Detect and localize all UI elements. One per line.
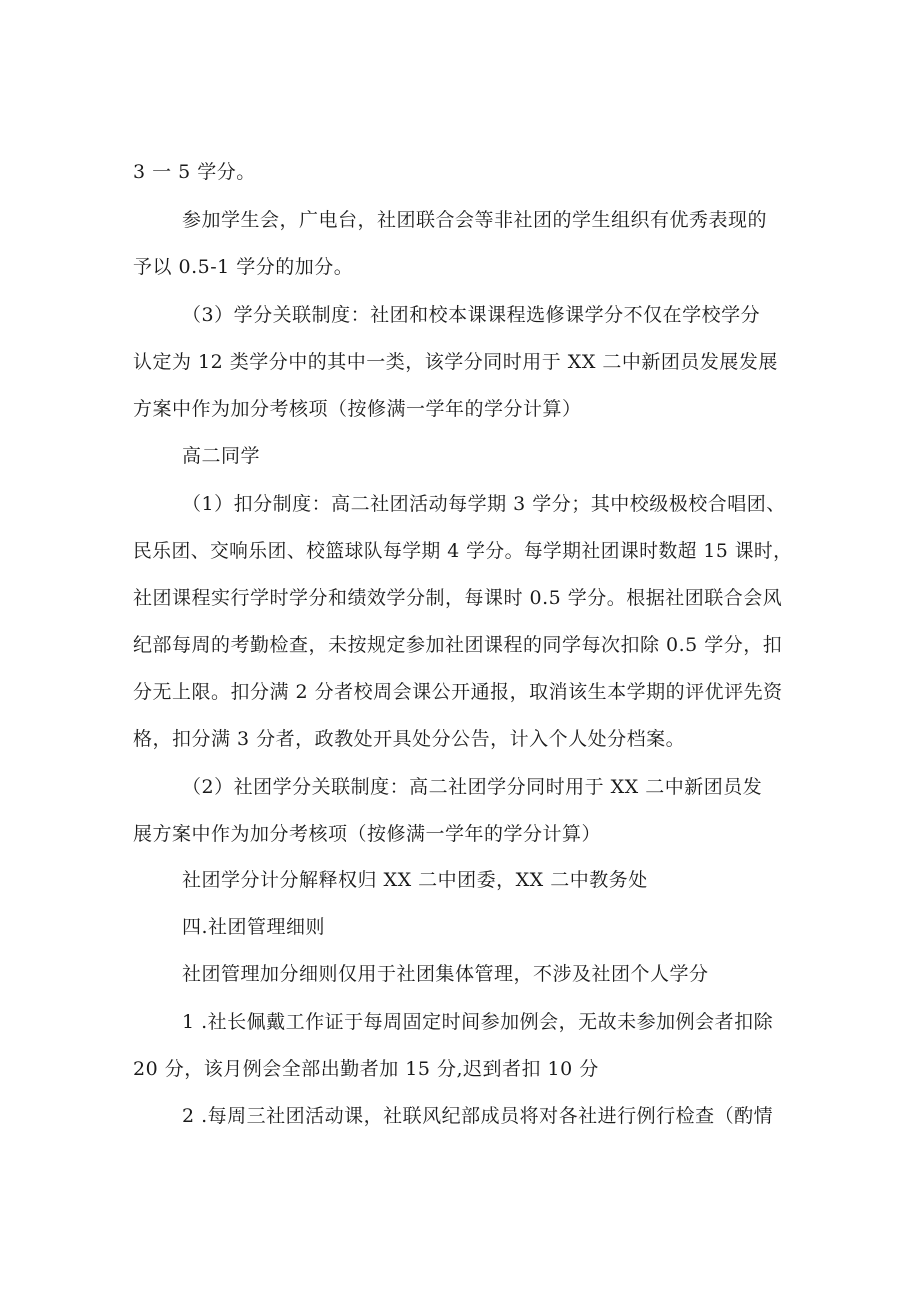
text-line: 展方案中作为加分考核项（按修满一学年的学分计算） xyxy=(133,823,602,845)
text-line: （2）社团学分关联制度：高二社团学分同时用于 XX 二中新团员发 xyxy=(182,776,763,798)
text-line: （3）学分关联制度：社团和校本课课程选修课学分不仅在学校学分 xyxy=(182,304,761,326)
text-line: 民乐团、交响乐团、校篮球队每学期 4 学分。每学期社团课时数超 15 课时， xyxy=(133,540,793,562)
text-line: 社团课程实行学时学分和绩效学分制，每课时 0.5 学分。根据社团联合会风 xyxy=(133,587,783,609)
text-line: 参加学生会，广电台，社团联合会等非社团的学生组织有优秀表现的 xyxy=(182,209,768,231)
text-line: 格，扣分满 3 分者，政教处开具处分公告，计入个人处分档案。 xyxy=(133,728,686,750)
text-line: 社团管理加分细则仅用于社团集体管理，不涉及社团个人学分 xyxy=(182,963,709,985)
section-heading: 四.社团管理细则 xyxy=(182,916,326,938)
text-line: 3 一 5 学分。 xyxy=(133,161,256,183)
text-line: 社团学分计分解释权归 XX 二中团委，XX 二中教务处 xyxy=(182,869,648,891)
text-line: （1）扣分制度：高二社团活动每学期 3 学分；其中校级极校合唱团、 xyxy=(182,493,786,515)
text-line: 20 分，该月例会全部出勤者加 15 分,迟到者扣 10 分 xyxy=(133,1058,599,1080)
text-line: 纪部每周的考勤检查，未按规定参加社团课程的同学每次扣除 0.5 学分，扣 xyxy=(133,634,783,656)
list-item: 1 .社长佩戴工作证于每周固定时间参加例会，无故未参加例会者扣除 xyxy=(182,1011,774,1033)
text-line: 方案中作为加分考核项（按修满一学年的学分计算） xyxy=(133,398,582,420)
section-heading: 高二同学 xyxy=(182,445,261,467)
text-line: 认定为 12 类学分中的其中一类，该学分同时用于 XX 二中新团员发展发展 xyxy=(133,351,778,373)
text-line: 分无上限。扣分满 2 分者校周会课公开通报，取消该生本学期的评优评先资 xyxy=(133,681,783,703)
list-item: 2 .每周三社团活动课，社联风纪部成员将对各社进行例行检查（酌情 xyxy=(182,1105,774,1127)
text-line: 予以 0.5-1 学分的加分。 xyxy=(133,256,354,278)
